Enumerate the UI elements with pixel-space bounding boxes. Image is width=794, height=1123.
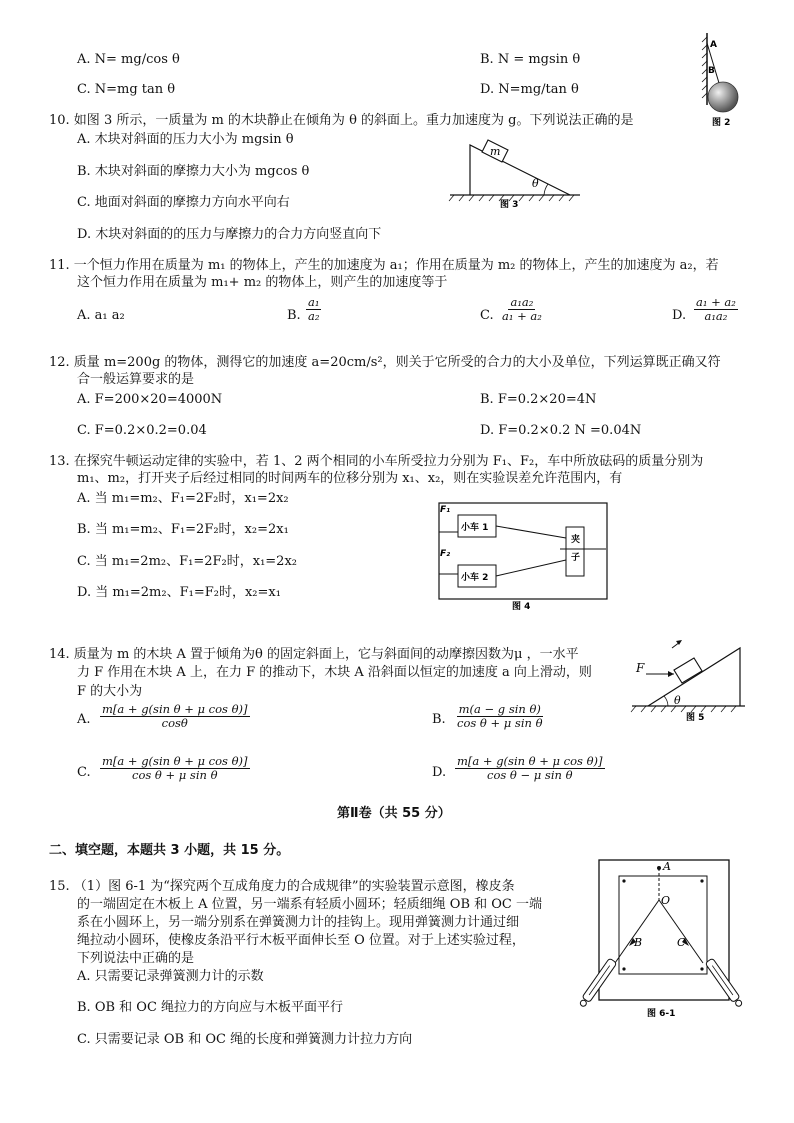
q14-option-d-label: D.	[432, 765, 447, 780]
q9-option-b: B. N = mgsin θ	[480, 52, 581, 67]
fig4-clip-bottom: 子	[571, 553, 581, 563]
fig2-label-b: B	[708, 66, 715, 76]
q15-line5: 下列说法中正确的是	[77, 951, 195, 966]
q13-option-a: A. 当 m₁=m₂、F₁=2F₂时，x₁=2x₂	[77, 491, 289, 506]
q14-option-d-numerator: m[a + g(sin θ + μ cos θ)]	[457, 754, 603, 768]
q9-option-c: C. N=mg tan θ	[77, 82, 176, 97]
q14-option-a-numerator: m[a + g(sin θ + μ cos θ)]	[102, 702, 248, 716]
q11-option-b-denominator: a₂	[308, 309, 320, 323]
figure-5	[630, 628, 750, 723]
fig5-angle-label: θ	[674, 694, 681, 707]
q15-line4: 绳拉动小圆环，使橡皮条沿平行木板平面伸长至 O 位置。对于上述实验过程，	[77, 933, 525, 948]
q14-option-b-label: B.	[432, 712, 446, 727]
q12-option-c: C. F=0.2×0.2=0.04	[77, 423, 207, 438]
q13-stem-line2: m₁、m₂，打开夹子后经过相同的时间两车的位移分别为 x₁、x₂，则在实验误差允许范围内，有	[77, 471, 623, 486]
q12-stem-line2: 合一般运算要求的是	[77, 372, 195, 387]
q10-option-c: C. 地面对斜面的摩擦力方向水平向右	[77, 195, 290, 210]
q11-option-b-numerator: a₁	[308, 295, 320, 309]
figure-4	[438, 502, 610, 612]
q11-option-a: A. a₁ a₂	[77, 308, 125, 323]
fig6-label-a: A	[663, 860, 671, 873]
fig2-caption: 图 2	[712, 118, 731, 128]
q14-option-b-denominator: cos θ + μ sin θ	[457, 716, 543, 730]
q11-option-b-label: B.	[287, 308, 301, 323]
fig2-label-a: A	[710, 40, 717, 50]
fig3-block-label: m	[490, 145, 501, 158]
q15-line2: 的一端固定在木板上 A 位置，另一端系有轻质小圆环；轻质细绳 OB 和 OC 一端	[77, 897, 542, 912]
q13-option-d: D. 当 m₁=2m₂、F₁=F₂时，x₂=x₁	[77, 585, 281, 600]
q10-option-a: A. 木块对斜面的压力大小为 mgsin θ	[77, 132, 294, 147]
q14-option-a-fraction	[100, 703, 250, 730]
q12-option-a: A. F=200×20=4000N	[77, 392, 223, 407]
fig6-label-c: C	[677, 936, 686, 949]
q14-stem-line2: 力 F 作用在木块 A 上，在力 F 的推动下，木块 A 沿斜面以恒定的加速度 a 向上滑动，则	[77, 665, 592, 680]
figure-6-1	[575, 858, 755, 1020]
q11-option-d-numerator: a₁ + a₂	[696, 295, 736, 309]
section-2-title: 二、填空题，本题共 3 小题，共 15 分。	[49, 843, 290, 858]
q13-option-b: B. 当 m₁=m₂、F₁=2F₂时，x₂=2x₁	[77, 522, 289, 537]
fig6-label-b: B	[634, 936, 643, 949]
fig4-car2-label: 小车 2	[461, 573, 489, 583]
q11-stem-line2: 这个恒力作用在质量为 m₁+ m₂ 的物体上，则产生的加速度等于	[77, 275, 448, 290]
figure-3	[440, 135, 590, 210]
fig3-angle-label: θ	[532, 177, 539, 190]
q10-stem: 10. 如图 3 所示，一质量为 m 的木块静止在倾角为 θ 的斜面上。重力加速度为 g。下列说法正确的是	[49, 113, 634, 128]
q14-option-d-denominator: cos θ − μ sin θ	[487, 768, 573, 782]
q14-option-b-fraction	[455, 703, 545, 730]
fig4-clip-top: 夹	[571, 535, 581, 545]
q15-line3: 系在小圆环上，另一端分别系在弹簧测力计的挂钩上。现用弹簧测力计通过细	[77, 915, 520, 930]
q13-stem-line1: 13. 在探究牛顿运动定律的实验中，若 1、2 两个相同的小车所受拉力分别为 F₁、F₂，车中所放砝码的质量分别为	[49, 454, 704, 469]
q11-stem-line1: 11. 一个恒力作用在质量为 m₁ 的物体上，产生的加速度为 a₁；作用在质量为 m₂ 的物体上，产生的加速度为 a₂，若	[49, 258, 719, 273]
q15-line1: 15. （1）图 6-1 为“探究两个互成角度力的合成规律”的实验装置示意图，橡皮条	[49, 879, 515, 894]
q15-option-a: A. 只需要记录弹簧测力计的示数	[77, 969, 264, 984]
q11-option-d-label: D.	[672, 308, 687, 323]
fig4-caption: 图 4	[512, 602, 531, 612]
fig6-caption: 图 6-1	[647, 1009, 676, 1019]
q14-option-c-fraction	[100, 755, 250, 782]
q11-option-d-denominator: a₁a₂	[704, 309, 728, 323]
q14-option-c-label: C.	[77, 765, 91, 780]
q14-option-d-fraction	[455, 755, 605, 782]
q12-stem-line1: 12. 质量 m=200g 的物体，测得它的加速度 a=20cm/s²，则关于它所受的合力的大小及单位，下列运算既正确又符	[49, 355, 721, 370]
q14-stem-line1: 14. 质量为 m 的木块 A 置于倾角为θ 的固定斜面上，它与斜面间的动摩擦因数为μ ，一水平	[49, 647, 579, 662]
fig4-f2-label: F₂	[440, 549, 451, 559]
figure-2	[695, 33, 755, 133]
q10-option-d: D. 木块对斜面的的压力与摩擦力的合力方向竖直向下	[77, 227, 382, 242]
q12-option-d: D. F=0.2×0.2 N =0.04N	[480, 423, 642, 438]
q11-option-c-numerator: a₁a₂	[510, 295, 534, 309]
q14-option-a-denominator: cosθ	[161, 716, 188, 730]
q9-option-d: D. N=mg/tan θ	[480, 82, 579, 97]
q12-option-b: B. F=0.2×20=4N	[480, 392, 597, 407]
q13-option-c: C. 当 m₁=2m₂、F₁=2F₂时，x₁=2x₂	[77, 554, 297, 569]
q11-option-c-denominator: a₁ + a₂	[502, 309, 542, 323]
q14-option-b-numerator: m(a − g sin θ)	[458, 702, 541, 716]
fig5-force-label: F	[636, 661, 645, 675]
q15-option-c: C. 只需要记录 OB 和 OC 绳的长度和弹簧测力计拉力方向	[77, 1032, 413, 1047]
fig4-f1-label: F₁	[440, 505, 451, 515]
fig3-caption: 图 3	[500, 200, 519, 210]
q14-option-c-denominator: cos θ + μ sin θ	[132, 768, 218, 782]
q9-option-a: A. N= mg/cos θ	[77, 52, 180, 67]
q15-option-b: B. OB 和 OC 绳拉力的方向应与木板平面平行	[77, 1000, 344, 1015]
q10-option-b: B. 木块对斜面的摩擦力大小为 mgcos θ	[77, 164, 310, 179]
q11-option-c-fraction	[500, 296, 544, 323]
fig4-car1-label: 小车 1	[461, 523, 489, 533]
q11-option-c-label: C.	[480, 308, 494, 323]
q14-stem-line3: F 的大小为	[77, 684, 143, 699]
q14-option-c-numerator: m[a + g(sin θ + μ cos θ)]	[102, 754, 248, 768]
q11-option-b-fraction	[306, 296, 321, 323]
fig5-caption: 图 5	[686, 713, 705, 723]
q11-option-d-fraction	[694, 296, 738, 323]
fig6-label-o: O	[661, 894, 671, 907]
q14-option-a-label: A.	[77, 712, 91, 727]
part-2-title: 第Ⅱ卷（共 55 分）	[337, 806, 451, 821]
